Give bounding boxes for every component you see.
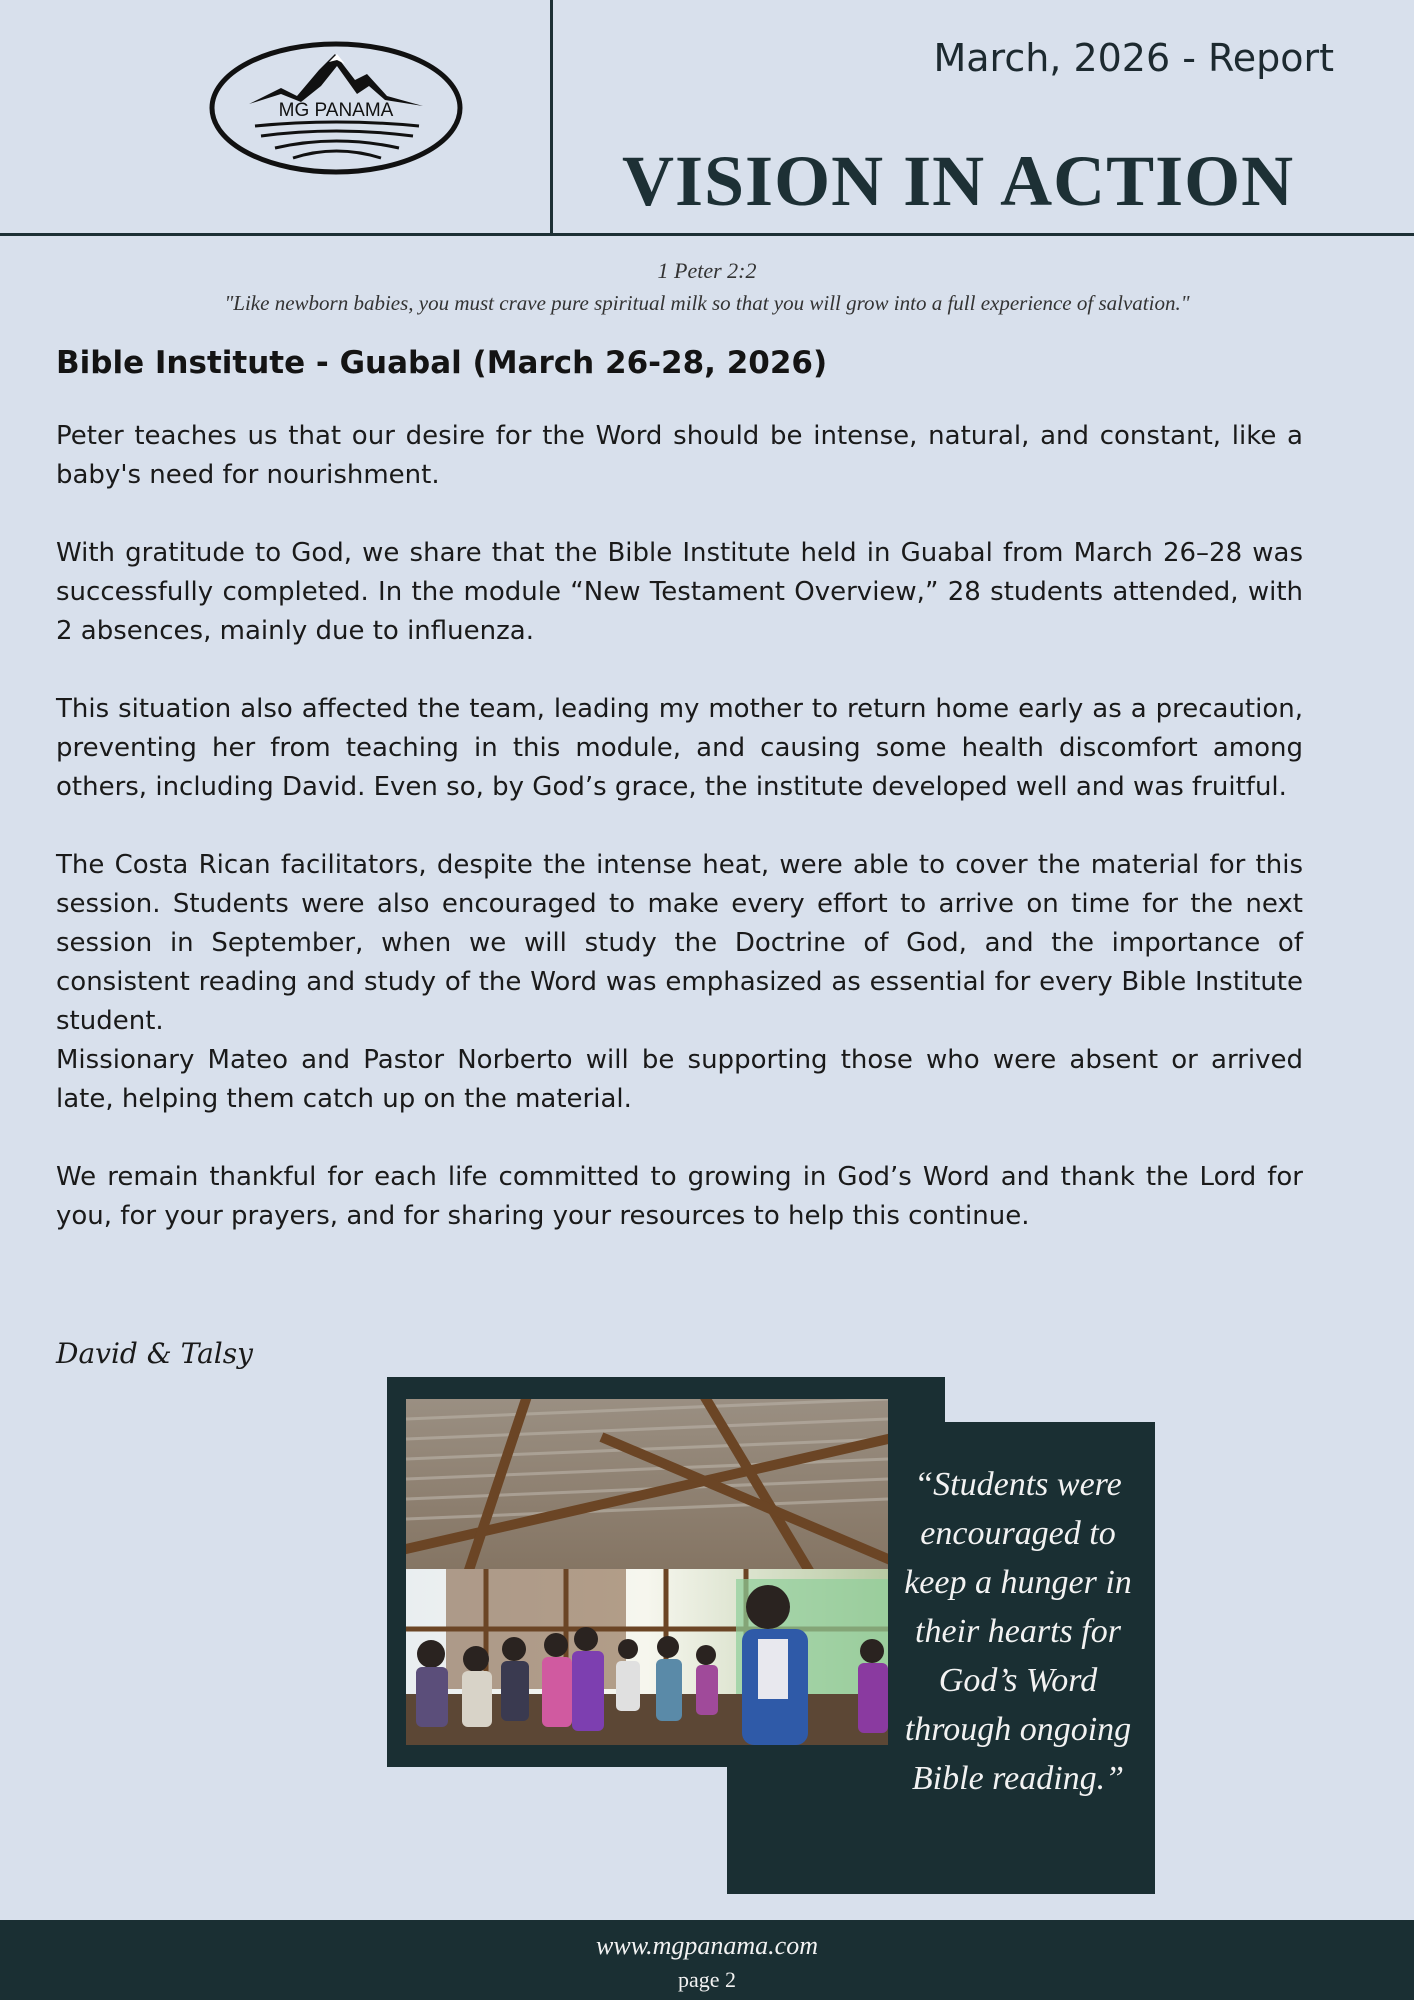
newsletter-title: VISION IN ACTION xyxy=(622,141,1295,221)
report-date: March, 2026 - Report xyxy=(933,36,1334,80)
footer xyxy=(0,1920,1414,2000)
article-paragraph: This situation also affected the team, leading my mother to return home early as a precaution, preventing her from teaching in this module, and causing some health discomfort among others, including David. Even so, by God’s grace, the institute developed well and was fruitful. xyxy=(56,694,1303,802)
article-heading: Bible Institute - Guabal (March 26-28, 2026) xyxy=(56,345,828,381)
header xyxy=(0,0,1414,238)
page-number: page 2 xyxy=(677,1967,737,1992)
verse-text: "Like newborn babies, you must crave pure spiritual milk so that you will grow into a full experience of salvation." xyxy=(224,291,1190,315)
verse-reference: 1 Peter 2:2 xyxy=(657,258,757,283)
header-divider-vertical xyxy=(550,0,553,236)
article-paragraph: With gratitude to God, we share that the Bible Institute held in Guabal from March 26–28 was successfully completed. In the module “New Testament Overview,” 28 students attended, with 2 absences, mainly due to influenza. xyxy=(56,538,1303,646)
article-paragraph: Peter teaches us that our desire for the Word should be intense, natural, and constant, like a baby's need for nourishment. xyxy=(56,421,1303,490)
svg-text:MG PANAMA: MG PANAMA xyxy=(278,100,394,121)
signature: David & Talsy xyxy=(56,1337,253,1370)
article-paragraph: The Costa Rican facilitators, despite the intense heat, were able to cover the material for this session. Students were also encouraged to make every effort to arrive on time for the next session in September, when we will study the Doctrine of God, and the importance of consistent reading and study of the Word was emphasized as essential for every Bible Institute student. xyxy=(56,850,1303,1036)
article-body xyxy=(56,345,1303,1236)
classroom-photo xyxy=(406,1399,888,1745)
mg-panama-logo xyxy=(209,40,463,176)
pull-quote: “Students were encouraged to keep a hunger in their hearts for God’s Word through ongoing Bible reading.” xyxy=(904,1466,1132,1797)
website-link[interactable]: www.mgpanama.com xyxy=(596,1931,818,1960)
article-paragraph: Missionary Mateo and Pastor Norberto will be supporting those who were absent or arrived late, helping them catch up on the material. xyxy=(56,1045,1303,1114)
article-paragraph: We remain thankful for each life committed to growing in God’s Word and thank the Lord for you, for your prayers, and for sharing your resources to help this continue. xyxy=(56,1162,1303,1231)
header-divider-horizontal xyxy=(0,233,1414,236)
